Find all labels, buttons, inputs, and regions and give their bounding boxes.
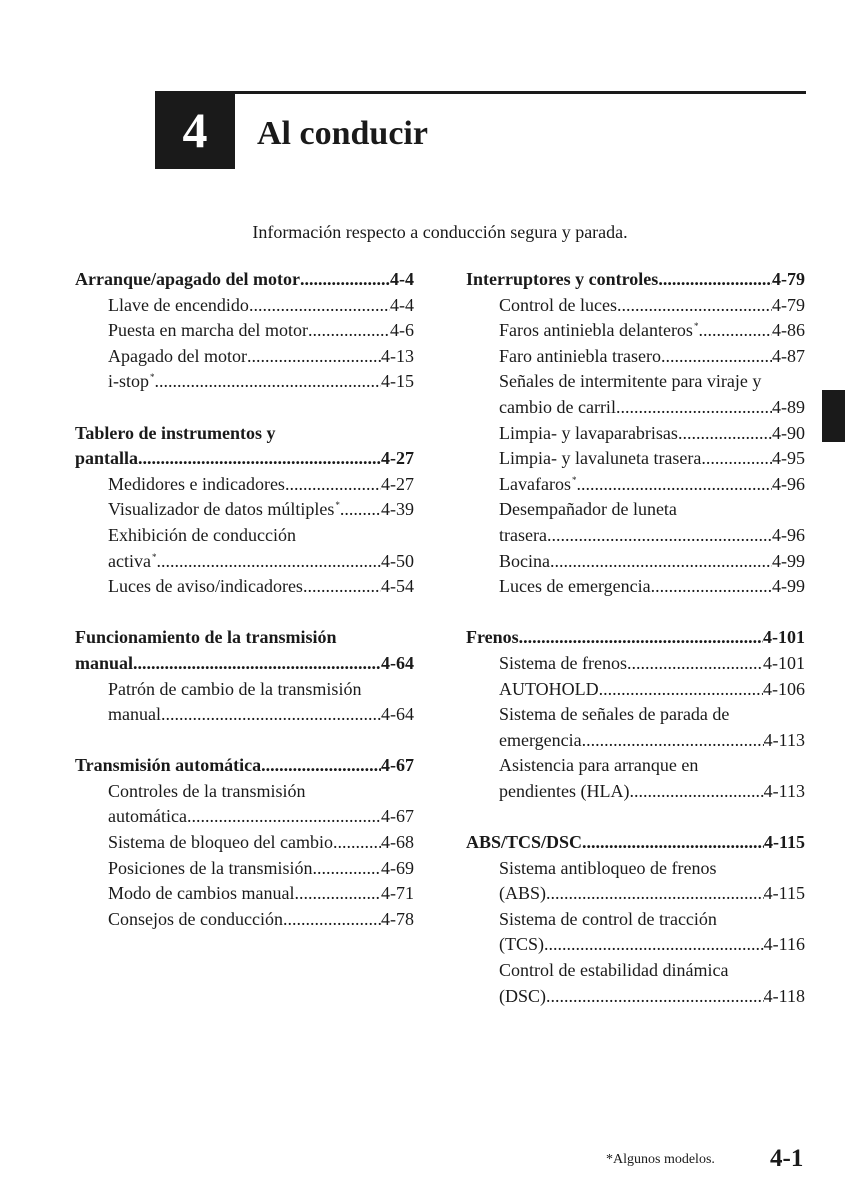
toc-entry-title xyxy=(108,881,294,907)
toc-entry-title xyxy=(499,293,617,319)
toc-entry xyxy=(75,881,414,907)
dot-leader xyxy=(698,318,772,344)
toc-entry-text: (ABS) xyxy=(499,883,547,904)
toc-entry-title xyxy=(108,549,156,575)
dot-leader xyxy=(547,523,772,549)
toc-entry-text: ABS/TCS/DSC xyxy=(466,832,583,853)
toc-entry-title xyxy=(75,651,133,677)
toc-entry-title xyxy=(466,625,519,651)
toc-entry-text: Sistema de frenos xyxy=(499,652,627,673)
toc-page-ref: 4-99 xyxy=(772,550,805,571)
toc-entry-text: Bocina xyxy=(499,550,550,571)
toc-entry xyxy=(466,574,805,600)
toc-entry xyxy=(466,446,805,472)
toc-entry-text: Modo de cambios manual xyxy=(108,883,295,904)
dot-leader xyxy=(161,702,381,728)
asterisk-mark: * xyxy=(151,551,157,562)
dot-leader xyxy=(617,293,772,319)
toc-heading xyxy=(75,625,414,651)
toc-entry-text: trasera xyxy=(499,524,547,545)
dot-leader xyxy=(629,779,763,805)
toc-page-ref: 4-67 xyxy=(381,806,414,827)
page-number: 4-1 xyxy=(770,1145,804,1172)
toc-page-ref: 4-54 xyxy=(381,576,414,597)
toc-entry xyxy=(75,702,414,728)
toc-page-ref: 4-101 xyxy=(763,652,805,673)
toc-entry-title xyxy=(499,881,546,907)
toc-page-ref: 4-6 xyxy=(390,320,414,341)
dot-leader xyxy=(550,549,772,575)
toc-entry xyxy=(75,907,414,933)
toc-entry xyxy=(75,472,414,498)
toc-entry-title xyxy=(499,728,582,754)
toc-entry-title xyxy=(499,344,661,370)
toc-entry-title xyxy=(75,446,138,472)
toc-entry-title xyxy=(499,753,698,779)
toc-entry xyxy=(466,881,805,907)
toc-heading xyxy=(75,267,414,293)
dot-leader xyxy=(247,344,381,370)
toc-entry xyxy=(75,549,414,575)
toc-page-ref: 4-4 xyxy=(390,294,414,315)
toc-entry-text: Transmisión automática xyxy=(75,755,262,776)
toc-page-ref: 4-27 xyxy=(381,473,414,494)
toc-page-ref: 4-39 xyxy=(381,499,414,520)
toc-entry xyxy=(466,549,805,575)
toc-entry-text: Luces de aviso/indicadores xyxy=(108,576,303,597)
toc-entry-title xyxy=(108,804,187,830)
dot-leader xyxy=(138,446,381,472)
toc-entry-text: Controles de la transmisión xyxy=(108,780,306,801)
toc-page-ref: 4-113 xyxy=(763,780,805,801)
asterisk-mark: * xyxy=(571,474,577,485)
toc-entry-title xyxy=(499,984,546,1010)
toc-entry-title xyxy=(108,677,361,703)
toc-page-ref: 4-95 xyxy=(772,448,805,469)
toc-entry-title xyxy=(108,523,296,549)
toc-entry-text: Sistema de control de tracción xyxy=(499,908,717,929)
dot-leader xyxy=(661,344,772,370)
toc-entry-text: Visualizador de datos múltiples xyxy=(108,499,335,520)
toc-entry-text: Frenos xyxy=(466,627,519,648)
toc-entry xyxy=(75,830,414,856)
toc-entry-text: Sistema antibloqueo de frenos xyxy=(499,857,717,878)
toc-entry-title xyxy=(499,395,616,421)
toc-page-ref: 4-27 xyxy=(381,448,414,469)
toc-entry xyxy=(466,702,805,728)
toc-entry-text: Medidores e indicadores xyxy=(108,473,285,494)
toc-page-ref: 4-68 xyxy=(381,832,414,853)
toc-page-ref: 4-118 xyxy=(763,985,805,1006)
toc-entry-title xyxy=(108,369,155,395)
toc-page-ref: 4-13 xyxy=(381,345,414,366)
chapter-thumb-tab xyxy=(822,390,845,442)
dot-leader xyxy=(300,267,390,293)
dot-leader xyxy=(651,574,772,600)
dot-leader xyxy=(544,932,764,958)
toc-entry-title xyxy=(499,907,717,933)
toc-page-ref: 4-115 xyxy=(763,832,805,853)
toc-heading xyxy=(75,753,414,779)
toc-heading xyxy=(466,625,805,651)
toc-entry-title xyxy=(499,472,576,498)
toc-page-ref: 4-96 xyxy=(772,473,805,494)
toc-entry-title xyxy=(108,318,308,344)
toc-section xyxy=(75,267,414,395)
dot-leader xyxy=(249,293,390,319)
toc-entry xyxy=(466,472,805,498)
toc-entry xyxy=(466,497,805,523)
toc-entry xyxy=(75,523,414,549)
toc-entry-text: Exhibición de conducción xyxy=(108,524,296,545)
toc-page-ref: 4-106 xyxy=(763,678,805,699)
toc-entry-title xyxy=(466,830,582,856)
toc-entry-title xyxy=(466,267,658,293)
toc-entry-text: Puesta en marcha del motor xyxy=(108,320,308,341)
toc-entry-title xyxy=(499,677,599,703)
toc-entry-title xyxy=(499,651,627,677)
toc-entry-text: Llave de encendido xyxy=(108,294,249,315)
toc-entry xyxy=(466,395,805,421)
dot-leader xyxy=(616,395,772,421)
toc-page-ref: 4-89 xyxy=(772,396,805,417)
toc-entry-title xyxy=(108,856,312,882)
toc-section xyxy=(75,421,414,600)
toc-entry-title xyxy=(499,856,716,882)
toc-entry-text: Señales de intermitente para viraje y xyxy=(499,371,762,392)
dot-leader xyxy=(187,804,381,830)
toc-entry-text: Limpia- y lavaluneta trasera xyxy=(499,448,702,469)
dot-leader xyxy=(312,856,381,882)
toc-entry-title xyxy=(499,549,550,575)
toc-page-ref: 4-96 xyxy=(772,524,805,545)
dot-leader xyxy=(678,421,772,447)
dot-leader xyxy=(582,728,764,754)
toc-entry xyxy=(466,856,805,882)
toc-column-right xyxy=(466,267,805,1035)
chapter-intro: Información respecto a conducción segura y parada. xyxy=(252,222,628,242)
toc-page-ref: 4-116 xyxy=(763,934,805,955)
toc-entry-text: pendientes (HLA) xyxy=(499,780,630,801)
toc-entry xyxy=(466,753,805,779)
toc-entry-text: Posiciones de la transmisión xyxy=(108,857,313,878)
toc-entry-title xyxy=(108,344,247,370)
toc-entry-text: Limpia- y lavaparabrisas xyxy=(499,422,678,443)
toc-entry-text: manual xyxy=(108,704,161,725)
toc-column-left xyxy=(75,267,414,958)
toc-page-ref: 4-69 xyxy=(381,857,414,878)
toc-entry xyxy=(466,651,805,677)
toc-entry-title xyxy=(499,497,677,523)
toc-page-ref: 4-15 xyxy=(381,371,414,392)
toc-entry-title xyxy=(499,702,729,728)
toc-entry-text: Consejos de conducción xyxy=(108,908,283,929)
toc-entry-title xyxy=(499,779,629,805)
toc-entry xyxy=(466,677,805,703)
toc-entry-title xyxy=(108,497,340,523)
toc-page-ref: 4-86 xyxy=(772,320,805,341)
toc-entry-title xyxy=(75,267,300,293)
toc-entry-title xyxy=(499,958,728,984)
dot-leader xyxy=(294,881,381,907)
toc-entry xyxy=(466,523,805,549)
chapter-number-box xyxy=(155,91,235,169)
toc-entry-title xyxy=(108,907,283,933)
toc-entry-text: Interruptores y controles xyxy=(466,269,659,289)
toc-entry xyxy=(466,421,805,447)
toc-entry xyxy=(75,293,414,319)
toc-entry-title xyxy=(108,830,333,856)
toc-entry xyxy=(75,369,414,395)
dot-leader xyxy=(261,753,381,779)
toc-section xyxy=(75,625,414,727)
dot-leader xyxy=(658,267,772,293)
dot-leader xyxy=(283,907,381,933)
toc-entry xyxy=(466,984,805,1010)
toc-entry-title xyxy=(499,369,761,395)
toc-page-ref: 4-71 xyxy=(381,883,414,904)
toc-section xyxy=(466,267,805,600)
dot-leader xyxy=(156,549,381,575)
toc-page-ref: 4-79 xyxy=(772,269,805,289)
dot-leader xyxy=(546,984,764,1010)
toc-page-ref: 4-4 xyxy=(390,269,414,289)
toc-heading xyxy=(75,651,414,677)
toc-entry-text: Faro antiniebla trasero xyxy=(499,345,661,366)
asterisk-mark: * xyxy=(335,500,340,511)
toc-page-ref: 4-99 xyxy=(772,576,805,597)
toc-page-ref: 4-64 xyxy=(381,704,414,725)
toc-entry-text: Asistencia para arranque en xyxy=(499,755,699,776)
toc-entry-text: Desempañador de luneta xyxy=(499,499,677,520)
toc-entry-text: (DSC) xyxy=(499,985,547,1006)
toc-entry-text: i-stop xyxy=(108,371,150,392)
toc-entry-title xyxy=(75,753,261,779)
toc-entry-text: AUTOHOLD xyxy=(499,678,599,699)
toc-entry-text: Control de luces xyxy=(499,294,617,315)
toc-section xyxy=(466,625,805,804)
toc-entry-title xyxy=(499,523,547,549)
asterisk-mark: * xyxy=(150,372,155,383)
toc-entry xyxy=(466,344,805,370)
toc-entry-title xyxy=(75,421,276,447)
dot-leader xyxy=(546,881,764,907)
toc-entry-text: cambio de carril xyxy=(499,396,616,417)
toc-entry-text: Faros antiniebla delanteros xyxy=(499,320,693,341)
toc-entry-title xyxy=(108,779,305,805)
toc-entry-text: manual xyxy=(75,652,134,673)
toc-entry xyxy=(75,804,414,830)
toc-entry-text: Funcionamiento de la transmisión xyxy=(75,627,337,648)
dot-leader xyxy=(701,446,772,472)
toc-page-ref: 4-87 xyxy=(772,345,805,366)
toc-page-ref: 4-79 xyxy=(772,294,805,315)
footnote: *Algunos modelos. xyxy=(606,1152,715,1167)
toc-heading xyxy=(75,446,414,472)
dot-leader xyxy=(340,497,381,523)
toc-entry-title xyxy=(499,318,698,344)
toc-entry xyxy=(466,728,805,754)
dot-leader xyxy=(599,677,763,703)
toc-entry-text: Control de estabilidad dinámica xyxy=(499,960,729,981)
toc-heading xyxy=(75,421,414,447)
toc-entry-title xyxy=(499,446,701,472)
dot-leader xyxy=(155,369,381,395)
toc-entry-text: pantalla xyxy=(75,448,139,469)
toc-entry-title xyxy=(108,702,161,728)
header-rule xyxy=(155,91,806,94)
toc-heading xyxy=(466,267,805,293)
dot-leader xyxy=(576,472,772,498)
toc-entry-text: emergencia xyxy=(499,729,582,750)
toc-entry-text: (TCS) xyxy=(499,934,544,955)
chapter-title: Al conducir xyxy=(257,115,428,152)
toc-page-ref: 4-115 xyxy=(763,883,805,904)
toc-entry xyxy=(466,907,805,933)
dot-leader xyxy=(333,830,381,856)
dot-leader xyxy=(308,318,390,344)
toc-entry xyxy=(466,293,805,319)
toc-entry-title xyxy=(499,421,678,447)
toc-entry-text: Patrón de cambio de la transmisión xyxy=(108,678,362,699)
toc-section xyxy=(75,753,414,932)
toc-entry-text: Apagado del motor xyxy=(108,345,247,366)
toc-entry xyxy=(466,369,805,395)
dot-leader xyxy=(133,651,381,677)
toc-entry-text: Sistema de bloqueo del cambio xyxy=(108,832,333,853)
chapter-number: 4 xyxy=(182,102,208,158)
toc-entry xyxy=(75,677,414,703)
toc-entry xyxy=(75,497,414,523)
toc-entry-title xyxy=(108,472,285,498)
toc-entry xyxy=(466,958,805,984)
toc-page-ref: 4-64 xyxy=(381,652,414,673)
toc-entry xyxy=(466,318,805,344)
asterisk-mark: * xyxy=(693,321,699,332)
toc-entry-text: Luces de emergencia xyxy=(499,576,651,597)
toc-page-ref: 4-50 xyxy=(381,550,414,571)
toc-entry-text: Lavafaros xyxy=(499,473,571,494)
toc-entry xyxy=(466,932,805,958)
toc-section xyxy=(466,830,805,1009)
toc-entry xyxy=(75,344,414,370)
toc-entry-text: activa xyxy=(108,550,151,571)
dot-leader xyxy=(303,574,381,600)
toc-entry xyxy=(466,779,805,805)
toc-page-ref: 4-90 xyxy=(772,422,805,443)
toc-entry-title xyxy=(75,625,337,651)
toc-page-ref: 4-101 xyxy=(763,627,805,648)
toc-entry xyxy=(75,574,414,600)
dot-leader xyxy=(285,472,381,498)
toc-entry-title xyxy=(108,574,303,600)
toc-page-ref: 4-113 xyxy=(763,729,805,750)
dot-leader xyxy=(582,830,764,856)
toc-entry-text: Tablero de instrumentos y xyxy=(75,422,276,443)
toc-entry xyxy=(75,779,414,805)
toc-entry-title xyxy=(499,574,651,600)
toc-page-ref: 4-78 xyxy=(381,908,414,929)
dot-leader xyxy=(519,625,763,651)
toc-heading xyxy=(466,830,805,856)
toc-entry xyxy=(75,318,414,344)
toc-entry-text: Sistema de señales de parada de xyxy=(499,704,730,725)
toc-page-ref: 4-67 xyxy=(381,755,414,776)
toc-entry-title xyxy=(108,293,249,319)
toc-entry xyxy=(75,856,414,882)
toc-entry-title xyxy=(499,932,544,958)
toc-entry-text: automática xyxy=(108,806,187,827)
toc-entry-text: Arranque/apagado del motor xyxy=(75,269,300,289)
dot-leader xyxy=(627,651,763,677)
